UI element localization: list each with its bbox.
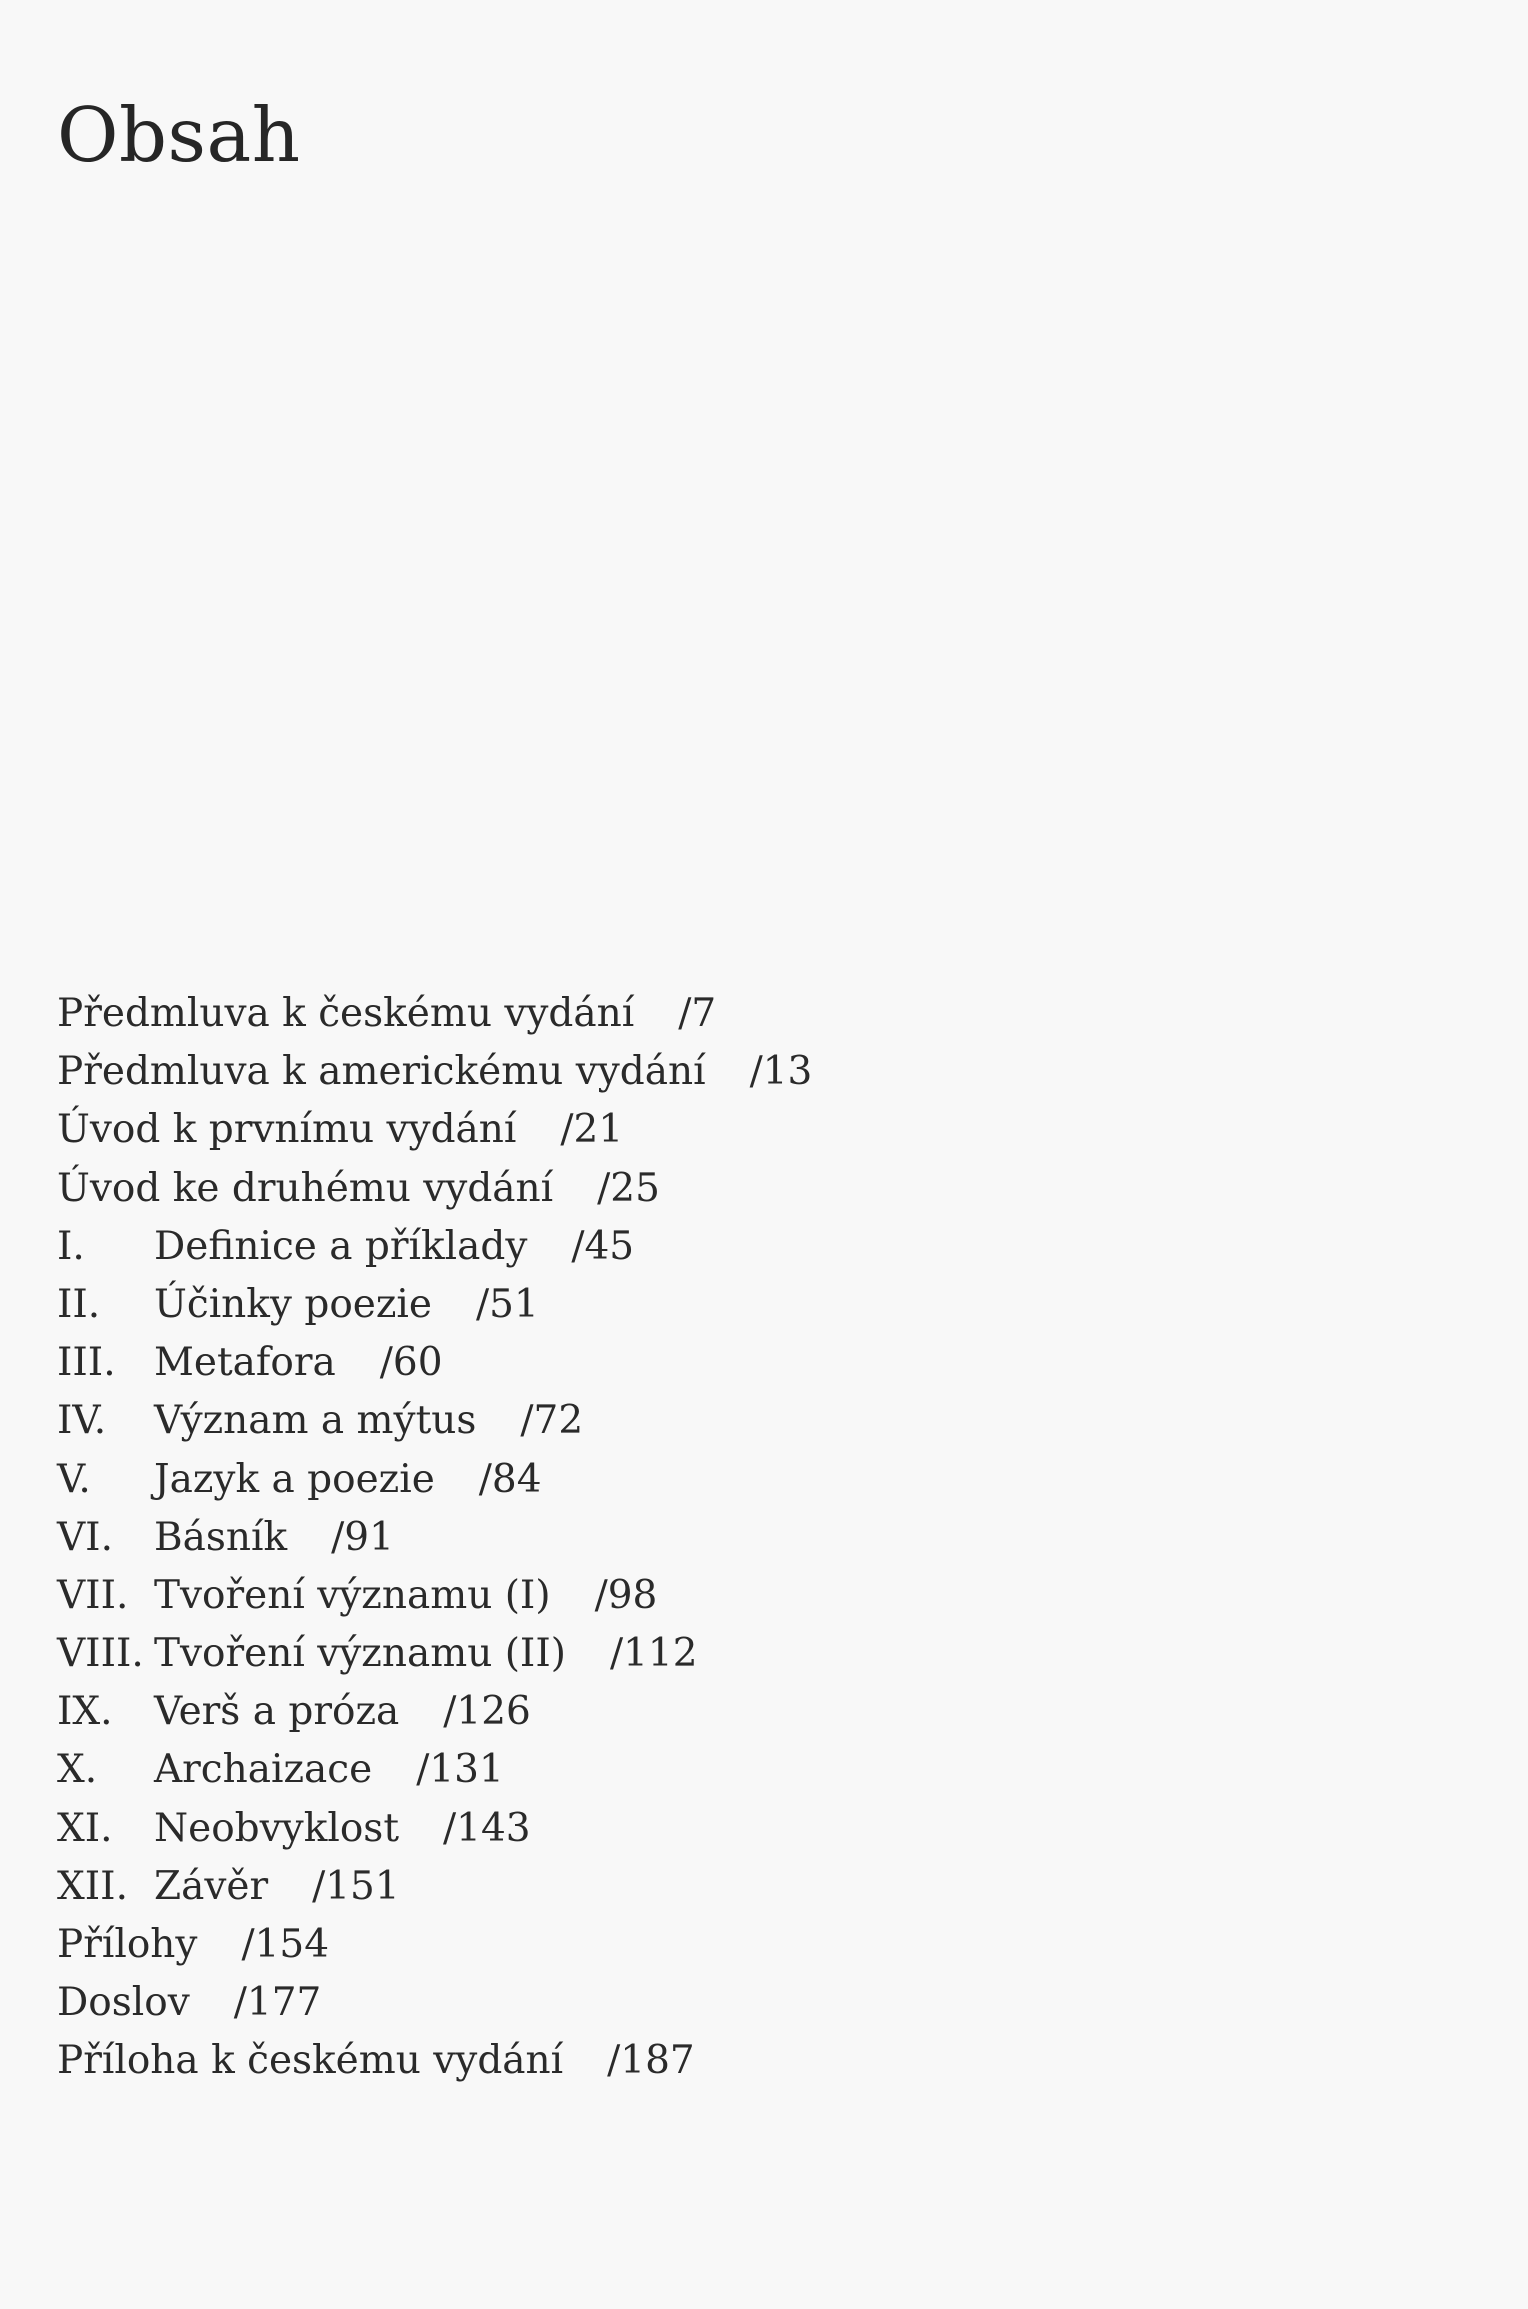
toc-entry[interactable]	[57, 2032, 1457, 2090]
toc-entry-title: Metafora	[154, 1340, 336, 1386]
toc-entry-title: Archaizace	[154, 1747, 373, 1793]
toc-entry-number: IX.	[57, 1689, 113, 1735]
toc-entry-page: /21	[560, 1107, 624, 1153]
toc-entry-title: Definice a příklady	[154, 1223, 528, 1269]
toc-entry-number: VII.	[57, 1572, 129, 1618]
toc-entry-number: VI.	[57, 1514, 113, 1560]
toc-entry[interactable]	[57, 1625, 1457, 1683]
page-title: Obsah	[57, 91, 301, 179]
toc-entry[interactable]	[57, 1334, 1457, 1392]
toc-entry-title: Verš a próza	[154, 1689, 400, 1735]
toc-entry-page: /7	[678, 991, 717, 1036]
toc-entry-page: /72	[520, 1398, 584, 1444]
toc-entry[interactable]	[57, 1451, 1457, 1509]
toc-entry-title: Tvoření významu (I)	[154, 1572, 551, 1618]
toc-entry[interactable]	[57, 1043, 1457, 1101]
toc-entry-page: /177	[233, 1980, 322, 2026]
toc-entry-page: /154	[241, 1922, 330, 1967]
toc-entry[interactable]	[57, 1741, 1457, 1799]
toc-entry[interactable]	[57, 1683, 1457, 1741]
toc-entry-number: IV.	[57, 1398, 107, 1444]
toc-entry-page: /51	[476, 1281, 539, 1327]
toc-entry-title: Přílohy	[57, 1922, 198, 1967]
toc-entry-number: VIII.	[57, 1631, 144, 1677]
table-of-contents	[57, 985, 1457, 2091]
toc-entry[interactable]	[57, 1276, 1457, 1334]
toc-entry[interactable]	[57, 1160, 1457, 1218]
toc-entry-page: /84	[478, 1456, 542, 1502]
toc-entry-number: XI.	[57, 1805, 113, 1851]
toc-entry[interactable]	[57, 1974, 1457, 2032]
toc-entry[interactable]	[57, 1916, 1457, 1974]
toc-entry-title: Neobvyklost	[154, 1805, 399, 1851]
toc-entry[interactable]	[57, 1567, 1457, 1625]
toc-entry-page: /91	[331, 1514, 394, 1560]
toc-entry-page: /45	[571, 1223, 635, 1269]
toc-entry-page: /98	[594, 1572, 658, 1618]
toc-entry-title: Předmluva k americkému vydání	[57, 1049, 706, 1095]
toc-entry-number: III.	[57, 1340, 116, 1386]
toc-entry[interactable]	[57, 1218, 1457, 1276]
toc-entry[interactable]	[57, 1800, 1457, 1858]
toc-entry-page: /143	[443, 1805, 531, 1851]
toc-entry-number: XII.	[57, 1863, 128, 1909]
toc-entry[interactable]	[57, 1101, 1457, 1159]
toc-entry-page: /13	[749, 1049, 813, 1095]
toc-entry-title: Úvod ke druhému vydání	[57, 1165, 554, 1211]
toc-entry-title: Závěr	[154, 1863, 269, 1909]
toc-entry-title: Jazyk a poezie	[154, 1456, 435, 1502]
toc-entry-title: Účinky poezie	[154, 1281, 432, 1327]
toc-entry-title: Předmluva k českému vydání	[57, 991, 635, 1036]
toc-entry[interactable]	[57, 985, 1457, 1043]
toc-entry-title: Význam a mýtus	[154, 1398, 477, 1444]
toc-entry-page: /131	[416, 1747, 504, 1793]
toc-entry-title: Básník	[154, 1514, 288, 1560]
toc-entry[interactable]	[57, 1392, 1457, 1450]
toc-entry-page: /60	[379, 1340, 443, 1386]
toc-entry-title: Úvod k prvnímu vydání	[57, 1107, 517, 1153]
toc-entry-page: /25	[597, 1165, 660, 1211]
toc-entry-title: Příloha k českému vydání	[57, 2038, 564, 2084]
toc-entry[interactable]	[57, 1858, 1457, 1916]
toc-entry-title: Doslov	[57, 1980, 190, 2026]
toc-entry-number: II.	[57, 1281, 101, 1327]
toc-entry-number: V.	[57, 1456, 91, 1502]
toc-entry-number: I.	[57, 1223, 85, 1269]
toc-entry-page: /126	[443, 1689, 531, 1735]
toc-entry-number: X.	[57, 1747, 98, 1793]
toc-entry-title: Tvoření významu (II)	[154, 1631, 566, 1677]
toc-entry[interactable]	[57, 1509, 1457, 1567]
toc-entry-page: /187	[607, 2038, 695, 2084]
toc-entry-page: /112	[609, 1631, 698, 1677]
toc-entry-page: /151	[312, 1863, 400, 1909]
